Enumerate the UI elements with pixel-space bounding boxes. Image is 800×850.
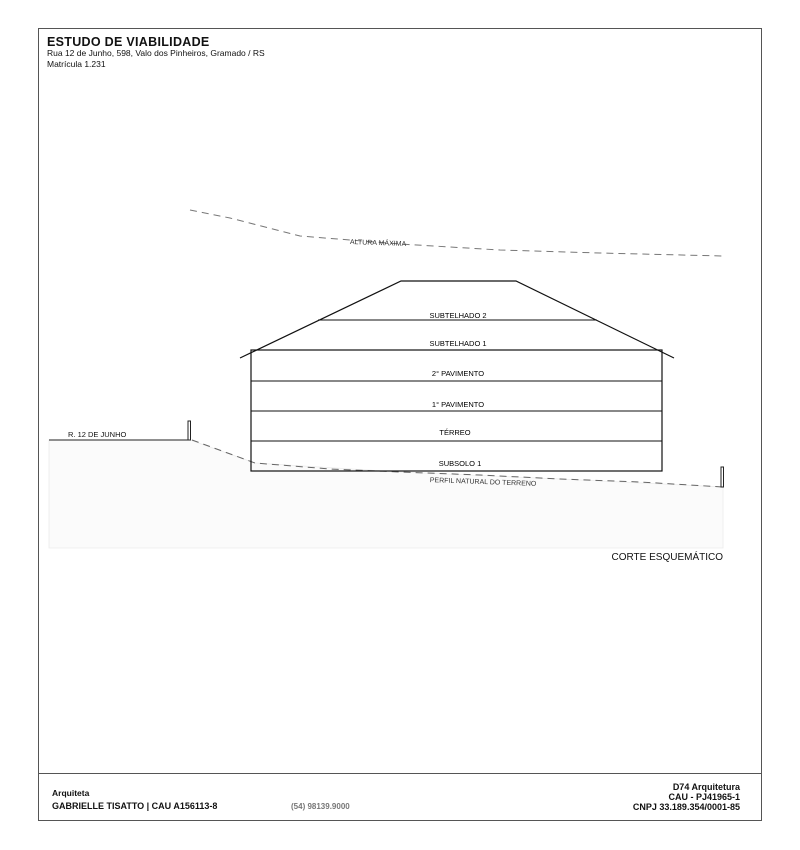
architect-name: GABRIELLE TISATTO | CAU A156113-8 [52,801,218,811]
max-height-line [190,210,723,256]
architect-role: Arquiteta [52,788,90,798]
street-wall-marker [188,421,191,440]
firm-cau: CAU - PJ41965-1 [668,792,740,802]
phone-number: (54) 98139.9000 [291,802,350,811]
terrain-fill [49,440,723,548]
terrain-label: PERFIL NATURAL DO TERRENO [429,477,537,488]
floor-label-subtelhado-2: SUBTELHADO 2 [429,311,487,320]
floor-label-subsolo-1: SUBSOLO 1 [438,459,482,468]
firm-cnpj: CNPJ 33.189.354/0001-85 [632,802,740,812]
floor-label-2-pavimento: 2° PAVIMENTO [431,369,485,378]
floor-label-subtelhado-1: SUBTELHADO 1 [429,339,487,348]
floor-label-terreo: TÉRREO [439,428,471,437]
project-address: Rua 12 de Junho, 598, Valo dos Pinheiros, Gramado / RS [47,48,265,58]
project-title: ESTUDO DE VIABILIDADE [47,35,210,49]
floor-label-1-pavimento: 1° PAVIMENTO [431,400,485,409]
registration-number: Matrícula 1.231 [47,59,106,69]
max-height-label: ALTURA MÁXIMA [349,239,407,248]
firm-name: D74 Arquitetura [672,782,740,792]
terrain-end-marker [721,467,724,487]
section-title: CORTE ESQUEMÁTICO [611,552,723,563]
footer-divider [38,773,762,774]
street-label: R. 12 DE JUNHO [68,430,127,439]
